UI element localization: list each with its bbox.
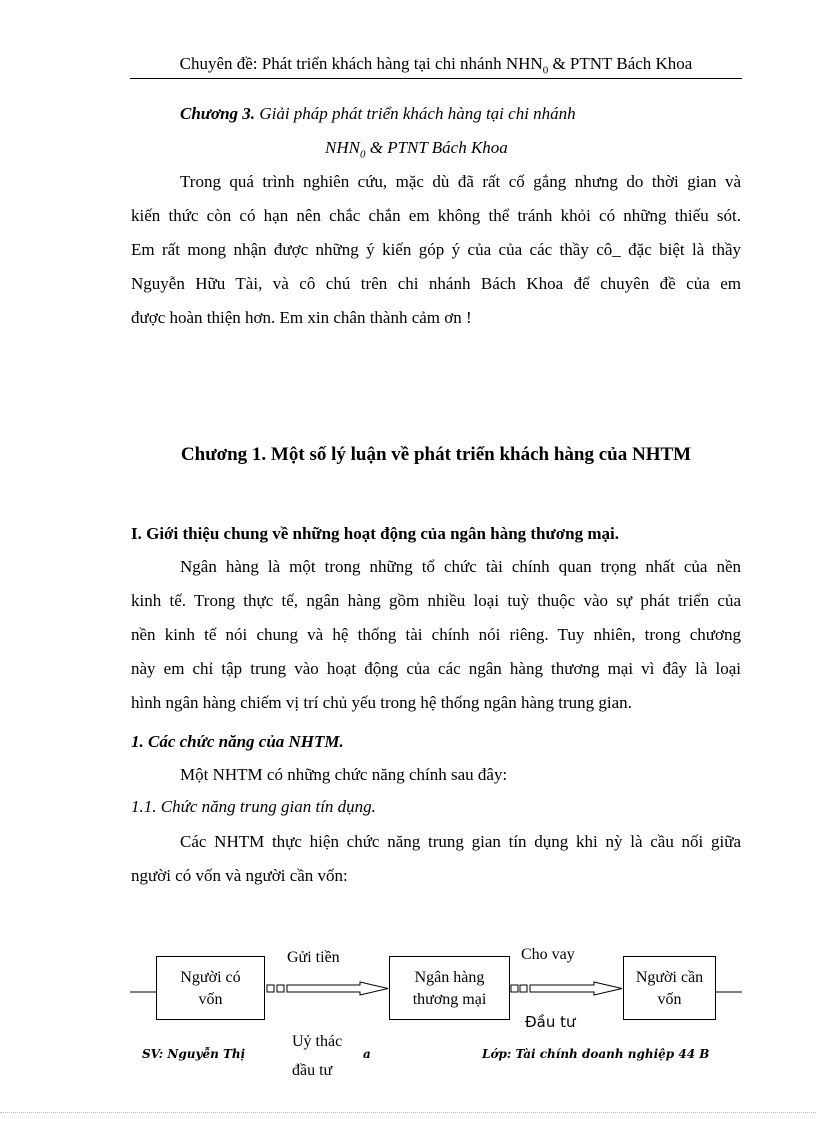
intro-line: Nguyễn Hữu Tài, và cô chú trên chi nhánh Bách Khoa để chuyên đề của em (131, 274, 741, 293)
label-gui-tien: Gửi tiền (287, 949, 340, 966)
section1-line: hình ngân hàng chiếm vị trí chủ yếu trong hệ thống ngân hàng trung gian. (131, 693, 632, 712)
label-dau-tu: Đầu tư (525, 1013, 576, 1031)
box-ngan-hang-thuong-mai (389, 956, 510, 1020)
chapter3-label: Chương 3. (180, 104, 256, 123)
header-text-pre: Chuyên đề: Phát triển khách hàng tại chi nhánh NHN (179, 54, 543, 73)
label-dau-tu-2: đầu tư (292, 1062, 333, 1079)
page-bottom-divider (0, 1112, 816, 1113)
section1-line: nền kinh tế nói chung và hệ thống tài chính nói riêng. Tuy nhiên, trong chương (131, 625, 741, 644)
subsub11-line: Các NHTM thực hiện chức năng trung gian tín dụng khi nỳ là cầu nối giữa (180, 832, 741, 851)
arrow-cho-vay (511, 982, 622, 995)
chapter3-title-part1: Giải pháp phát triển khách hàng tại chi nhánh (255, 104, 576, 123)
box-nguoi-can-von-line2: vốn (657, 991, 682, 1008)
intro-line: Trong quá trình nghiên cứu, mặc dù đã rất cố gắng nhưng do thời gian và (180, 172, 741, 191)
box-nguoi-co-von (156, 956, 265, 1020)
section1-line: Ngân hàng là một trong những tổ chức tài chính quan trọng nhất của nền (180, 557, 741, 576)
section1-title: I. Giới thiệu chung về những hoạt động của ngân hàng thương mại. (131, 524, 619, 543)
box-nguoi-can-von-line1: Người cần (635, 969, 704, 986)
label-cho-vay: Cho vay (521, 946, 575, 963)
box-nguoi-co-von-line1: Người có (180, 969, 241, 986)
chapter3-title-nhn: NHN (325, 138, 360, 157)
intro-line: Em rất mong nhận được những ý kiến góp ý của của các thầy cô_ đặc biệt là thầy (131, 240, 741, 259)
chapter3-title-part2: & PTNT Bách Khoa (365, 138, 508, 157)
label-uy-thac: Uỷ thác (292, 1033, 343, 1050)
header-subscript: 0 (542, 64, 549, 77)
header-text-post: & PTNT Bách Khoa (548, 54, 693, 73)
subsub11-title: 1.1. Chức năng trung gian tín dụng. (131, 797, 376, 816)
arrow-gui-tien (267, 982, 388, 995)
chapter3-title-sub: 0 (359, 148, 366, 161)
box-nguoi-can-von (623, 956, 716, 1020)
label-uy-thac-dau-tu (292, 1027, 352, 1085)
subsub11-line: người có vốn và người cần vốn: (131, 866, 348, 885)
intro-line: kiến thức còn có hạn nên chắc chắn em không thể tránh khỏi có những thiếu sót. (131, 206, 741, 225)
chapter1-title: Chương 1. Một số lý luận về phát triển khách hàng của NHTM (180, 444, 692, 465)
footer-student: SV: Nguyễn Thị (142, 1047, 246, 1061)
footer-class: Lớp: Tài chính doanh nghiệp 44 B (482, 1047, 710, 1061)
sub1-paragraph: Một NHTM có những chức năng chính sau đây: (180, 765, 508, 784)
footer-student-tail: a (363, 1047, 371, 1061)
section1-line: này em chỉ tập trung vào hoạt động của các ngân hàng thương mại vì đây là loại (131, 659, 741, 678)
intro-line: được hoàn thiện hơn. Em xin chân thành cảm ơn ! (131, 308, 472, 327)
sub1-title: 1. Các chức năng của NHTM. (131, 732, 344, 751)
box-nguoi-co-von-line2: vốn (198, 991, 223, 1008)
section1-line: kinh tế. Trong thực tế, ngân hàng gồm nhiều loại tuỳ thuộc vào sự phát triển của (131, 591, 741, 610)
box-ngan-hang-line1: Ngân hàng (414, 969, 485, 986)
box-ngan-hang-line2: thương mại (412, 991, 487, 1008)
